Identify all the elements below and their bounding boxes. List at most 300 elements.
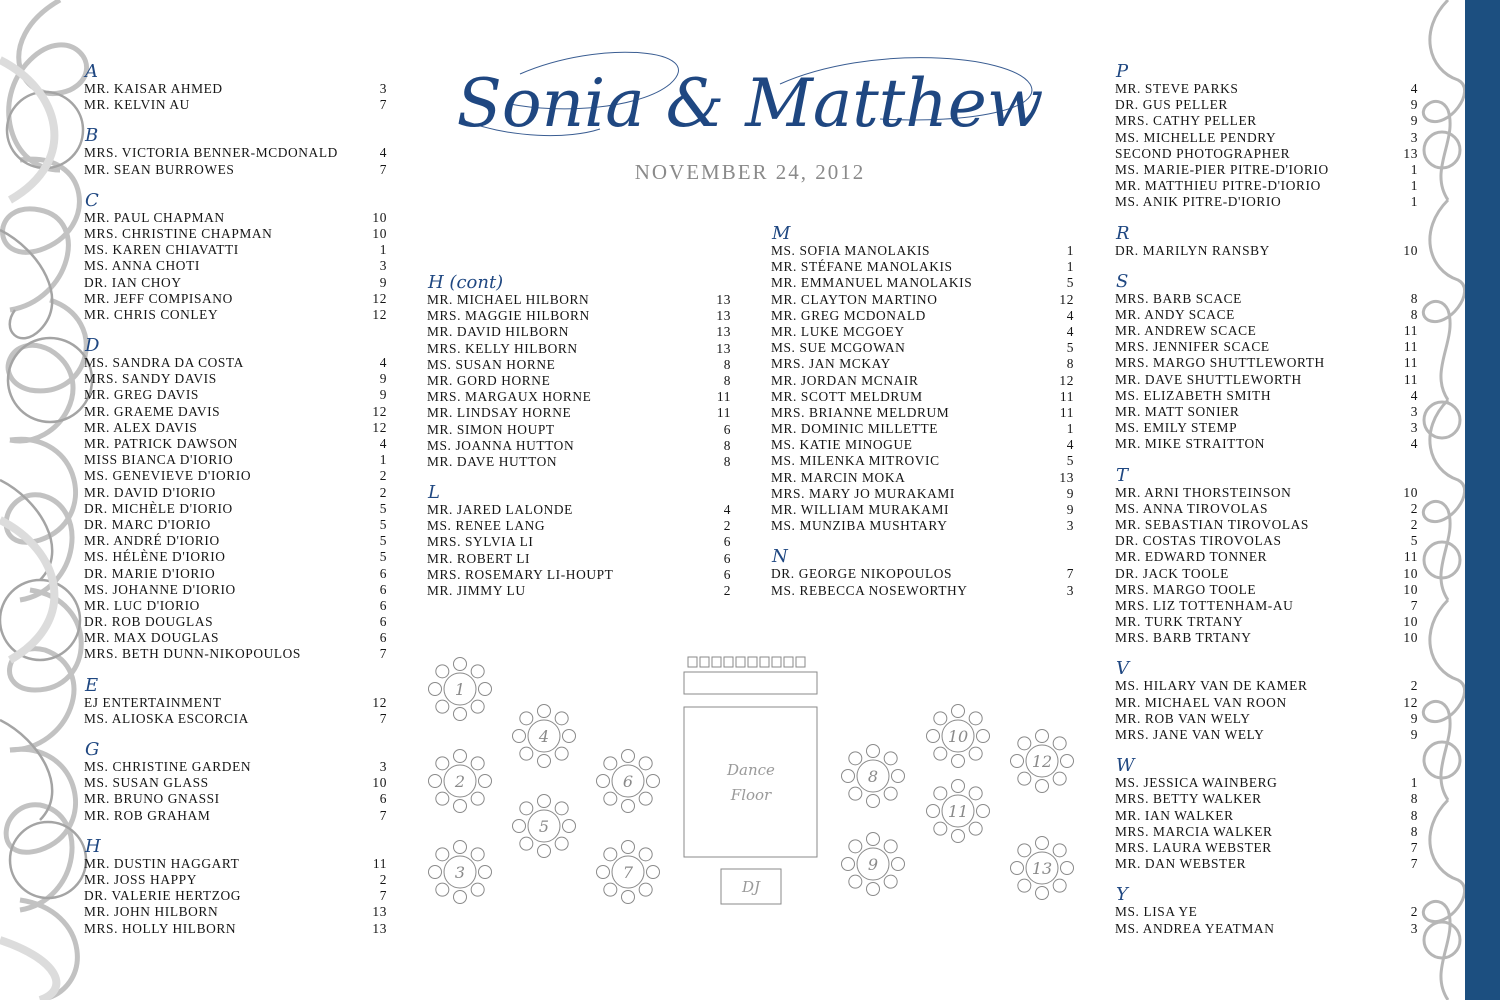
guest-row <box>771 518 1074 534</box>
guest-name: MR. LUC D'IORIO <box>84 597 200 613</box>
table-number: 12 <box>372 403 387 419</box>
guest-row <box>427 324 731 340</box>
guest-name: MR. JEFF COMPISANO <box>84 290 233 306</box>
table-chair <box>538 845 551 858</box>
letter-heading: A <box>85 61 98 82</box>
guest-row <box>84 921 387 937</box>
table-number: 13 <box>1059 469 1074 485</box>
guest-row <box>1115 81 1418 97</box>
guest-row <box>1115 291 1418 307</box>
letter-group <box>84 837 387 937</box>
table-number: 10 <box>1403 630 1418 646</box>
table-number: 3 <box>1410 129 1418 145</box>
guest-row <box>84 501 387 517</box>
table-number: 5 <box>379 533 387 549</box>
guest-name: MR. WILLIAM MURAKAMI <box>771 502 950 517</box>
guest-row <box>1115 678 1418 694</box>
guest-name: MR. GORD HORNE <box>427 372 551 388</box>
guest-row <box>1115 695 1418 711</box>
guest-name: MRS. JAN MCKAY <box>771 356 891 372</box>
letter-group <box>771 547 1074 598</box>
guest-row <box>771 373 1074 389</box>
table-number: 13 <box>1403 145 1418 161</box>
letter-heading: P <box>1116 61 1129 82</box>
head-table-chair <box>796 657 805 667</box>
table-chair <box>1011 862 1024 875</box>
guest-row <box>771 275 1074 291</box>
guest-row <box>427 422 731 438</box>
guest-row <box>771 308 1074 324</box>
guest-row <box>1115 178 1418 194</box>
guest-row <box>84 387 387 403</box>
guest-name: MRS. MARY JO MURAKAMI <box>771 485 955 501</box>
letter-heading: S <box>1116 270 1129 292</box>
table-chair <box>538 795 551 808</box>
letter-heading: G <box>85 739 100 760</box>
table-number: 13 <box>372 920 387 936</box>
table-chair <box>454 841 467 854</box>
guest-name: MRS. MARGO TOOLE <box>1115 581 1257 597</box>
guest-column-4 <box>1115 62 1418 937</box>
guest-column-2 <box>427 273 731 599</box>
guest-row <box>427 308 731 324</box>
table-number: 4 <box>1066 307 1074 323</box>
guest-name: MR. MARCIN MOKA <box>771 469 906 485</box>
guest-row <box>84 582 387 598</box>
guest-row <box>84 258 387 274</box>
guest-row <box>427 292 731 308</box>
guest-name: MS. EMILY STEMP <box>1115 420 1238 436</box>
guest-row <box>84 307 387 323</box>
guest-name: DR. ROB DOUGLAS <box>84 614 214 630</box>
guest-row <box>1115 307 1418 323</box>
table-chair <box>647 866 660 879</box>
guest-name: MRS. JENNIFER SCACE <box>1115 339 1270 355</box>
table-number: 11 <box>1059 388 1074 404</box>
table-number: 5 <box>379 549 387 565</box>
guest-name: MR. DAN WEBSTER <box>1115 856 1247 872</box>
guest-row <box>771 356 1074 372</box>
table-chair <box>604 848 617 861</box>
guest-name: MR. GREG DAVIS <box>84 387 199 403</box>
guest-row <box>84 904 387 920</box>
letter-group <box>427 483 731 599</box>
table-chair <box>555 712 568 725</box>
guest-name: MRS. VICTORIA BENNER-MCDONALD <box>84 145 338 161</box>
table-number: 6 <box>379 581 387 597</box>
guest-row <box>84 485 387 501</box>
guest-row <box>771 292 1074 308</box>
guest-name: MRS. MARGAUX HORNE <box>427 389 592 405</box>
guest-name: MS. HÉLÈNE D'IORIO <box>84 549 226 565</box>
table-number: 6 <box>379 597 387 613</box>
table-number: 2 <box>723 583 731 598</box>
table-number: 7 <box>1410 839 1418 855</box>
guest-name: MR. JOSS HAPPY <box>84 871 197 887</box>
guest-row <box>84 226 387 242</box>
table-chair <box>842 770 855 783</box>
guest-name: MR. SCOTT MELDRUM <box>771 388 923 404</box>
guest-name: MRS. CATHY PELLER <box>1115 113 1257 129</box>
guest-row <box>1115 775 1418 791</box>
guest-name: MS. REBECCA NOSEWORTHY <box>771 582 968 598</box>
dance-floor-label: Floor <box>730 786 772 804</box>
table-number: 8 <box>1410 306 1418 322</box>
table-number: 11 <box>716 405 731 421</box>
table-number: 5 <box>1410 533 1418 549</box>
table-number: 1 <box>1066 259 1074 275</box>
guest-name: MS. JESSICA WAINBERG <box>1115 775 1278 791</box>
guest-row <box>1115 791 1418 807</box>
guest-row <box>84 420 387 436</box>
guest-row <box>427 389 731 405</box>
guest-name: MR. ROB VAN WELY <box>1115 710 1251 726</box>
guest-row <box>84 210 387 226</box>
table-number: 1 <box>1066 243 1074 258</box>
guest-row <box>84 856 387 872</box>
letter-heading: H <box>85 835 101 857</box>
table-number: 8 <box>1066 356 1074 372</box>
table-chair <box>952 755 965 768</box>
table-number-label: 8 <box>867 767 879 786</box>
guest-name: MRS. SYLVIA LI <box>427 534 534 550</box>
head-table-chair <box>736 657 745 667</box>
guest-name: MRS. MARGO SHUTTLEWORTH <box>1115 355 1325 371</box>
letter-group <box>84 126 387 177</box>
guest-name: MS. GENEVIEVE D'IORIO <box>84 468 252 484</box>
table-number: 11 <box>1403 339 1418 355</box>
table-number: 8 <box>723 372 731 388</box>
guest-name: MS. MUNZIBA MUSHTARY <box>771 518 948 534</box>
guest-row <box>84 162 387 178</box>
table-number-label: 12 <box>1031 752 1053 771</box>
table-number: 5 <box>1066 275 1074 291</box>
table-chair <box>867 745 880 758</box>
guest-name: DR. VALERIE HERTZOG <box>84 888 242 904</box>
table-chair <box>639 883 652 896</box>
letter-group <box>1115 62 1418 211</box>
table-chair <box>563 730 576 743</box>
table-number: 7 <box>1066 566 1074 582</box>
table-number: 4 <box>379 355 387 371</box>
guest-row <box>84 646 387 662</box>
guest-name: DR. COSTAS TIROVOLAS <box>1115 533 1282 549</box>
guest-name: MRS. KELLY HILBORN <box>427 340 578 356</box>
guest-name: MS. HILARY VAN DE KAMER <box>1115 678 1308 694</box>
table-number: 3 <box>1410 420 1418 436</box>
guest-row <box>84 808 387 824</box>
table-number: 5 <box>379 500 387 516</box>
table-chair <box>969 822 982 835</box>
guest-name: MRS. MARCIA WALKER <box>1115 823 1273 839</box>
guest-row <box>1115 630 1418 646</box>
guest-row <box>771 421 1074 437</box>
guest-name: MR. DAVE SHUTTLEWORTH <box>1115 371 1302 387</box>
table-number: 11 <box>372 855 387 871</box>
table-number-label: 5 <box>538 817 550 836</box>
guest-name: MR. ANDREW SCACE <box>1115 323 1257 339</box>
table-number: 2 <box>1410 500 1418 516</box>
guest-row <box>1115 130 1418 146</box>
guest-row <box>427 357 731 373</box>
guest-name: MR. EDWARD TONNER <box>1115 549 1268 565</box>
head-table-chair <box>724 657 733 667</box>
guest-name: MR. EMMANUEL MANOLAKIS <box>771 275 973 291</box>
table-chair <box>429 866 442 879</box>
table-number: 9 <box>1066 502 1074 517</box>
guest-row <box>1115 614 1418 630</box>
guest-name: MS. ALIOSKA ESCORCIA <box>84 710 249 726</box>
guest-row <box>1115 355 1418 371</box>
table-number: 4 <box>1410 436 1418 452</box>
table-number: 10 <box>1403 484 1418 500</box>
table-chair <box>1018 772 1031 785</box>
guest-row <box>771 502 1074 518</box>
guest-name: MR. ANDY SCACE <box>1115 306 1235 322</box>
guest-row <box>771 324 1074 340</box>
table-chair <box>454 750 467 763</box>
table-number: 11 <box>1059 404 1074 420</box>
table-chair <box>977 730 990 743</box>
letter-heading: V <box>1116 658 1129 680</box>
table-chair <box>471 665 484 678</box>
dance-floor <box>684 707 817 857</box>
table-chair <box>867 833 880 846</box>
guest-name: DR. IAN CHOY <box>84 274 182 290</box>
table-chair <box>934 787 947 800</box>
guest-row <box>1115 549 1418 565</box>
table-chair <box>436 848 449 861</box>
table-number: 6 <box>379 630 387 646</box>
table-number: 10 <box>1403 565 1418 581</box>
letter-group <box>1115 659 1418 743</box>
guest-row <box>1115 113 1418 129</box>
guest-name: MRS. LIZ TOTTENHAM-AU <box>1115 597 1294 613</box>
guest-name: EJ ENTERTAINMENT <box>84 694 222 710</box>
guest-row <box>1115 323 1418 339</box>
table-chair <box>639 757 652 770</box>
letter-heading: Y <box>1116 884 1128 906</box>
guest-name: MS. KAREN CHIAVATTI <box>84 242 239 258</box>
table-chair <box>604 792 617 805</box>
table-chair <box>849 752 862 765</box>
head-table-chair <box>760 657 769 667</box>
guest-row <box>84 81 387 97</box>
guest-name: MS. KATIE MINOGUE <box>771 437 913 453</box>
table-number: 8 <box>723 356 731 372</box>
table-chair <box>479 775 492 788</box>
table-chair <box>429 683 442 696</box>
guest-name: MS. MARIE-PIER PITRE-D'IORIO <box>1115 161 1329 177</box>
guest-row <box>1115 904 1418 920</box>
guest-name: MR. GRAEME DAVIS <box>84 403 221 419</box>
guest-name: MR. STÉFANE MANOLAKIS <box>771 259 953 275</box>
table-chair <box>471 883 484 896</box>
guest-row <box>1115 485 1418 501</box>
table-chair <box>622 891 635 904</box>
blue-side-band <box>1465 0 1500 1000</box>
guest-name: MRS. BARB TRTANY <box>1115 630 1252 646</box>
table-number: 13 <box>372 904 387 920</box>
guest-column-1 <box>84 62 387 937</box>
table-number: 1 <box>1410 161 1418 177</box>
guest-row <box>771 453 1074 469</box>
guest-name: MR. GREG MCDONALD <box>771 307 926 323</box>
table-chair <box>538 705 551 718</box>
letter-group <box>427 273 731 470</box>
table-number: 4 <box>1066 323 1074 339</box>
guest-name: MS. SUE MCGOWAN <box>771 340 906 356</box>
guest-row <box>1115 404 1418 420</box>
guest-row <box>427 373 731 389</box>
guest-name: MS. ANNA CHOTI <box>84 258 200 274</box>
letter-heading: H (cont) <box>428 272 504 293</box>
table-chair <box>969 787 982 800</box>
table-number: 2 <box>379 871 387 887</box>
guest-row <box>1115 162 1418 178</box>
table-chair <box>520 802 533 815</box>
table-chair <box>1036 887 1049 900</box>
table-chair <box>479 866 492 879</box>
table-chair <box>1053 844 1066 857</box>
guest-row <box>1115 566 1418 582</box>
table-number: 2 <box>379 468 387 484</box>
guest-name: MRS. SANDY DAVIS <box>84 371 217 387</box>
table-number: 9 <box>379 274 387 290</box>
table-chair <box>622 841 635 854</box>
guest-name: MS. SOFIA MANOLAKIS <box>771 243 931 258</box>
guest-name: MS. RENEE LANG <box>427 518 546 534</box>
guest-row <box>427 405 731 421</box>
table-number: 11 <box>1403 371 1418 387</box>
table-chair <box>867 883 880 896</box>
table-chair <box>849 787 862 800</box>
table-chair <box>969 712 982 725</box>
table-number: 5 <box>1066 453 1074 469</box>
table-number: 8 <box>1410 823 1418 839</box>
guest-name: MS. MICHELLE PENDRY <box>1115 129 1277 145</box>
guest-name: MR. KAISAR AHMED <box>84 81 223 96</box>
table-number-label: 3 <box>454 863 466 882</box>
table-number-label: 1 <box>454 680 466 699</box>
table-chair <box>1036 780 1049 793</box>
table-chair <box>927 730 940 743</box>
table-chair <box>639 792 652 805</box>
head-table <box>684 672 817 694</box>
guest-name: MR. TURK TRTANY <box>1115 614 1244 630</box>
guest-row <box>84 97 387 113</box>
guest-row <box>84 759 387 775</box>
table-number: 10 <box>1403 581 1418 597</box>
guest-name: DR. MARIE D'IORIO <box>84 565 216 581</box>
guest-row <box>1115 921 1418 937</box>
table-number: 6 <box>379 614 387 630</box>
table-chair <box>429 775 442 788</box>
guest-row <box>1115 582 1418 598</box>
table-chair <box>884 875 897 888</box>
guest-row <box>1115 436 1418 452</box>
guest-row <box>84 566 387 582</box>
table-number: 5 <box>1066 340 1074 356</box>
head-table-chair <box>712 657 721 667</box>
guest-name: MR. DAVID HILBORN <box>427 324 570 340</box>
guest-name: MR. LUKE MCGOEY <box>771 323 905 339</box>
table-chair <box>1018 879 1031 892</box>
table-number: 12 <box>372 290 387 306</box>
table-number: 7 <box>379 97 387 113</box>
guest-name: MR. MATTHIEU PITRE-D'IORIO <box>1115 178 1321 194</box>
table-number: 12 <box>372 306 387 322</box>
guest-row <box>427 551 731 567</box>
guest-row <box>84 291 387 307</box>
group-spacer <box>1115 453 1418 466</box>
table-chair <box>884 840 897 853</box>
table-number: 8 <box>723 437 731 453</box>
guest-name: MR. CLAYTON MARTINO <box>771 291 938 307</box>
table-number: 9 <box>1410 113 1418 129</box>
table-chair <box>892 770 905 783</box>
table-chair <box>849 840 862 853</box>
guest-row <box>84 872 387 888</box>
table-number: 4 <box>379 145 387 161</box>
table-chair <box>1036 837 1049 850</box>
table-number: 9 <box>1410 727 1418 742</box>
guest-name: MS. ANNA TIROVOLAS <box>1115 500 1269 516</box>
table-chair <box>934 747 947 760</box>
guest-name: MR. SIMON HOUPT <box>427 421 555 437</box>
guest-name: MS. SUSAN GLASS <box>84 775 209 791</box>
table-chair <box>555 747 568 760</box>
table-chair <box>436 883 449 896</box>
letter-heading: N <box>772 546 788 568</box>
table-chair <box>555 802 568 815</box>
letter-heading: C <box>85 189 99 211</box>
table-number-label: 4 <box>538 727 550 746</box>
table-number: 8 <box>723 453 731 469</box>
guest-name: MR. ALEX DAVIS <box>84 419 198 435</box>
guest-row <box>427 502 731 518</box>
guest-row <box>771 486 1074 502</box>
table-number: 8 <box>1410 290 1418 306</box>
guest-row <box>771 259 1074 275</box>
guest-row <box>427 454 731 470</box>
table-number: 4 <box>1410 387 1418 403</box>
table-chair <box>867 795 880 808</box>
head-table-chair <box>772 657 781 667</box>
table-chair <box>513 820 526 833</box>
table-number: 10 <box>372 775 387 791</box>
table-chair <box>471 757 484 770</box>
couple-names: Sonia & Matthew <box>456 65 1044 142</box>
table-number: 12 <box>372 419 387 435</box>
table-chair <box>520 747 533 760</box>
letter-heading: E <box>85 674 99 696</box>
table-number: 2 <box>1410 678 1418 694</box>
table-number: 11 <box>1403 355 1418 371</box>
table-number: 6 <box>723 534 731 550</box>
guest-row <box>84 775 387 791</box>
table-chair <box>842 858 855 871</box>
guest-name: MS. CHRISTINE GARDEN <box>84 759 252 774</box>
guest-name: MS. JOHANNE D'IORIO <box>84 581 236 597</box>
group-spacer <box>84 178 387 191</box>
guest-row <box>84 533 387 549</box>
table-chair <box>454 891 467 904</box>
group-spacer <box>1115 646 1418 659</box>
table-number-label: 13 <box>1031 859 1053 878</box>
table-number: 10 <box>1403 242 1418 258</box>
table-number: 7 <box>379 888 387 904</box>
